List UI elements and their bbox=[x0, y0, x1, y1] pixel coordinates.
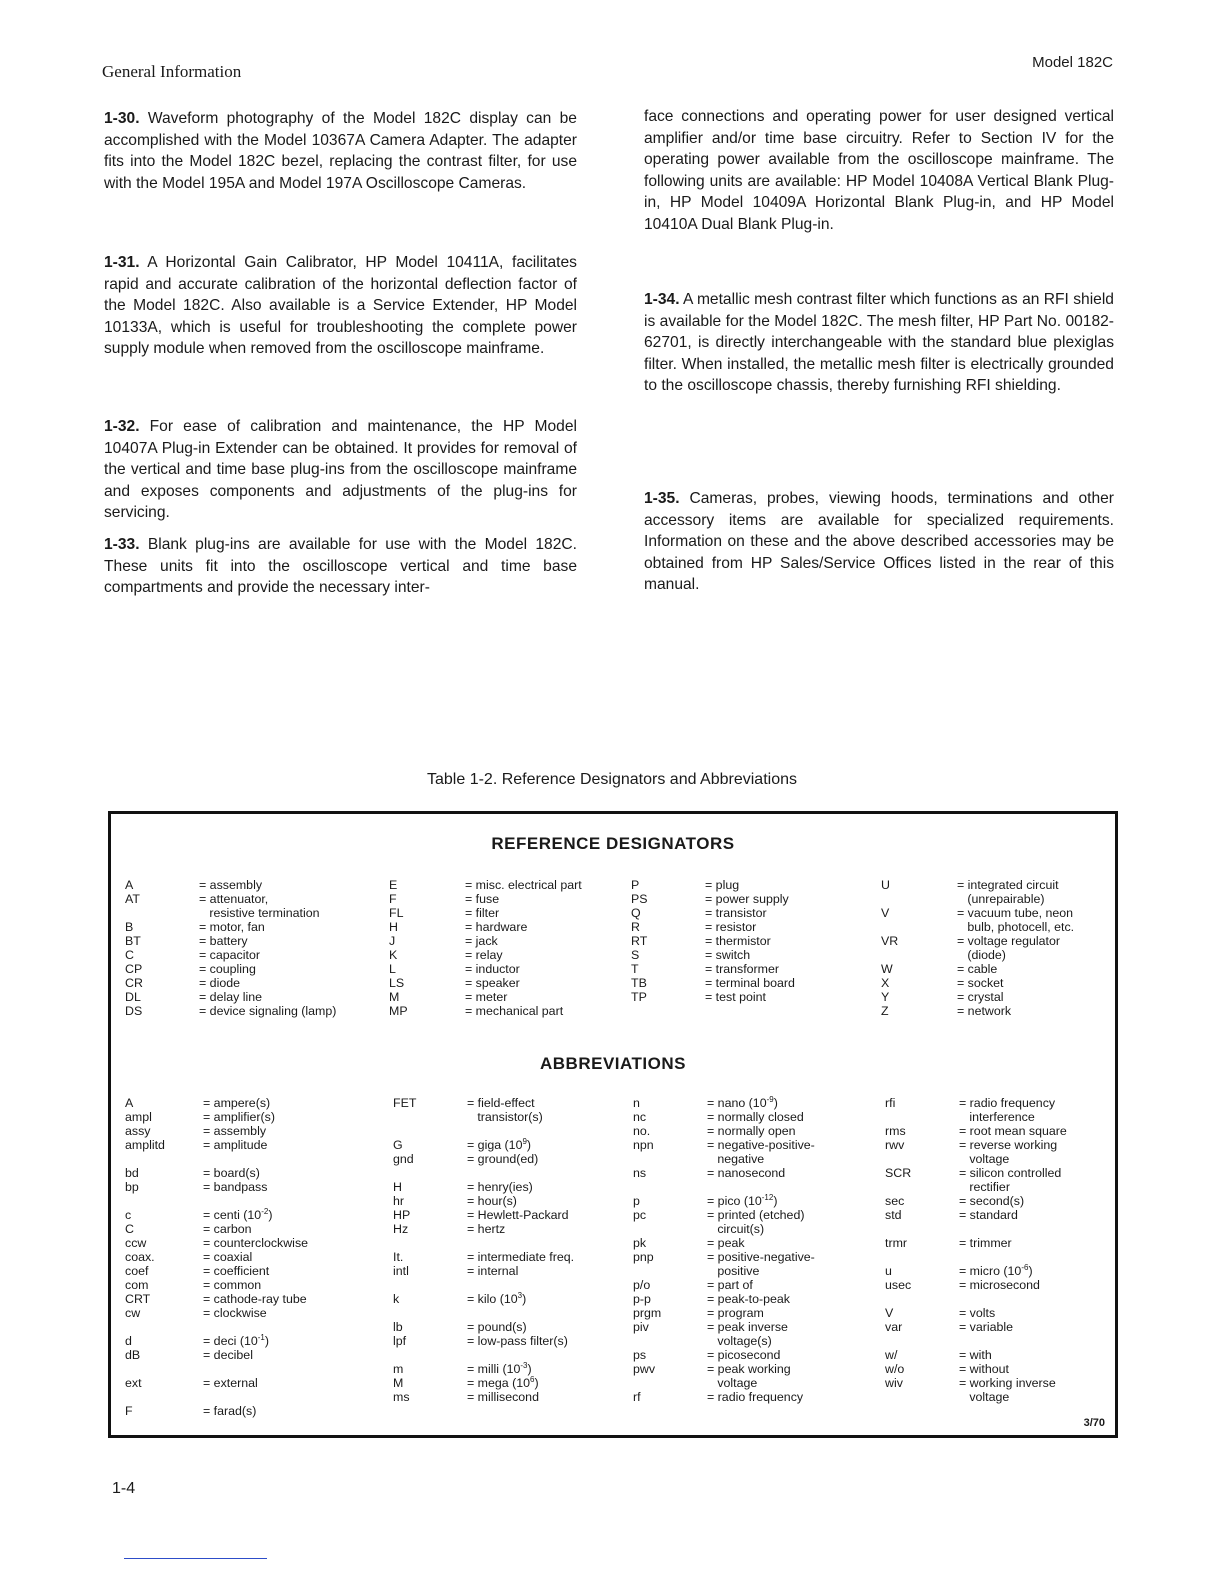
ref-defs-col-1: = assembly = attenuator, resistive termination = motor, fan = battery = capacitor = coupling = diode = delay line = device signaling (lamp) bbox=[199, 878, 337, 1018]
bottom-link-underline bbox=[124, 1558, 267, 1559]
paragraph-1-34: 1-34. A metallic mesh contrast filter which functions as an RFI shield is available for the Model 182C. The mesh filter, HP Part No. 00182-62701, is directly interchangeable with the standard blue plexiglas filter. When installed, the metallic mesh filter is electrically grounded to the oscilloscope chassis, thereby furnishing RFI shielding. bbox=[644, 291, 1114, 395]
reference-designators-title: REFERENCE DESIGNATORS bbox=[491, 834, 735, 853]
page-number: 1-4 bbox=[112, 1480, 136, 1497]
ref-codes-col-4: U V VR W X Y Z bbox=[881, 878, 899, 1018]
paragraph-1-35: 1-35. Cameras, probes, viewing hoods, terminations and other accessory items are available for specialized requirements. Information on these and the above described accessories may be obtained from HP Sales/Service Offices listed in the rear of this manual. bbox=[644, 490, 1114, 594]
abbr-defs-col-1: = ampere(s) = amplifier(s) = assembly = amplitude = board(s) = bandpass = centi $(10^{-2})$ = carbon = counterclockwise = coaxial = coefficient = common = cathode-ray tube = clockwise = deci $(10^{-1})$ = decibel = external = farad(s) bbox=[203, 1096, 309, 1418]
abbr-codes-col-2: FET G gnd H hr HP Hz It. intl k lb lpf m M ms bbox=[393, 1096, 417, 1404]
abbreviations-title: ABBREVIATIONS bbox=[540, 1054, 686, 1073]
revision-date: 3/70 bbox=[1083, 1417, 1105, 1429]
paragraph-1-33: 1-33. Blank plug-ins are available for use with the Model 182C. These units fit into the oscilloscope vertical and time base compartments and provide the necessary inter- bbox=[104, 536, 577, 597]
ref-codes-col-1: A AT B BT C CP CR DL DS bbox=[125, 878, 143, 1018]
paragraph-1-30: 1-30. Waveform photography of the Model 182C display can be accomplished with the Model 10367A Camera Adapter. The adapter fits into the Model 182C bezel, replacing the contrast filter, for use with the Model 195A and Model 197A Oscilloscope Cameras. bbox=[104, 110, 577, 192]
ref-codes-col-2: E F FL H J K L LS M MP bbox=[389, 878, 408, 1018]
table-caption: Table 1-2. Reference Designators and Abbreviations bbox=[427, 771, 797, 788]
ref-defs-col-2: = misc. electrical part = fuse = filter = hardware = jack = relay = inductor = speaker = meter = mechanical part bbox=[465, 878, 582, 1018]
paragraph-1-31: 1-31. A Horizontal Gain Calibrator, HP Model 10411A, facilitates rapid and accurate calibration of the horizontal deflection factor of the Model 182C. Also available is a Service Extender, HP Model 10133A, which is useful for troubleshooting the complete power supply module when removed from the oscilloscope mainframe. bbox=[104, 254, 577, 358]
paragraph-1-33-continued: face connections and operating power for user designed vertical amplifier and/or time base circuitry. Refer to Section IV for the operating power available from the oscilloscope mainframe. The following units are available: HP Model 10408A Vertical Blank Plug-in, HP Model 10409A Horizontal Blank Plug-in, and HP Model 10410A Dual Blank Plug-in. bbox=[644, 108, 1114, 233]
abbr-codes-col-4: rfi rms rwv SCR sec std trmr u usec V var w/ w/o wiv bbox=[885, 1096, 912, 1390]
abbr-defs-col-2: = field-effect transistor(s) = giga $(10^9)$ = ground(ed) = henry(ies) = hour(s) = Hewlett-Packard = hertz = intermediate freq. = internal = kilo $(10^3)$ = pound(s) = low-pass filter(s) = milli $(10^{-3})$ = mega $(10^6)$ = millisecond bbox=[467, 1096, 575, 1404]
reference-table bbox=[108, 811, 1118, 1438]
abbr-defs-col-3: = nano $(10^{-9})$ = normally closed = normally open = negative-positive- negative = nanosecond = pico $(10^{-12})$ = printed (etched) circuit(s) = peak = positive-negative- positive = part of = peak-to-peak = program = peak inverse voltage(s) = picosecond = peak working voltage = radio frequency bbox=[707, 1094, 815, 1404]
ref-codes-col-3: P PS Q R RT S T TB TP bbox=[631, 878, 648, 1004]
section-header: General Information bbox=[102, 62, 242, 81]
abbr-codes-col-1: A ampl assy amplitd bd bp c C ccw coax. coef com CRT cw d dB ext F bbox=[125, 1096, 165, 1418]
abbr-codes-col-3: n nc no. npn ns p pc pk pnp p/o p-p prgm piv ps pwv rf bbox=[633, 1096, 662, 1404]
abbr-defs-col-4: = radio frequency interference = root mean square = reverse working voltage = silicon controlled rectifier = second(s) = standard = trimmer = micro $(10^{-6})$ = microsecond = volts = variable = with = without = working inverse voltage bbox=[959, 1096, 1067, 1404]
model-header: Model 182C bbox=[1032, 54, 1113, 71]
paragraph-1-32: 1-32. For ease of calibration and maintenance, the HP Model 10407A Plug-in Extender can be obtained. It provides for removal of the vertical and time base plug-ins from the oscilloscope mainframe and exposes components and adjustments of the plug-ins for servicing. bbox=[104, 418, 577, 522]
ref-defs-col-4: = integrated circuit (unrepairable) = vacuum tube, neon bulb, photocell, etc. = voltage regulator (diode) = cable = socket = crystal = network bbox=[957, 878, 1075, 1018]
ref-defs-col-3: = plug = power supply = transistor = resistor = thermistor = switch = transformer = terminal board = test point bbox=[705, 878, 795, 1004]
